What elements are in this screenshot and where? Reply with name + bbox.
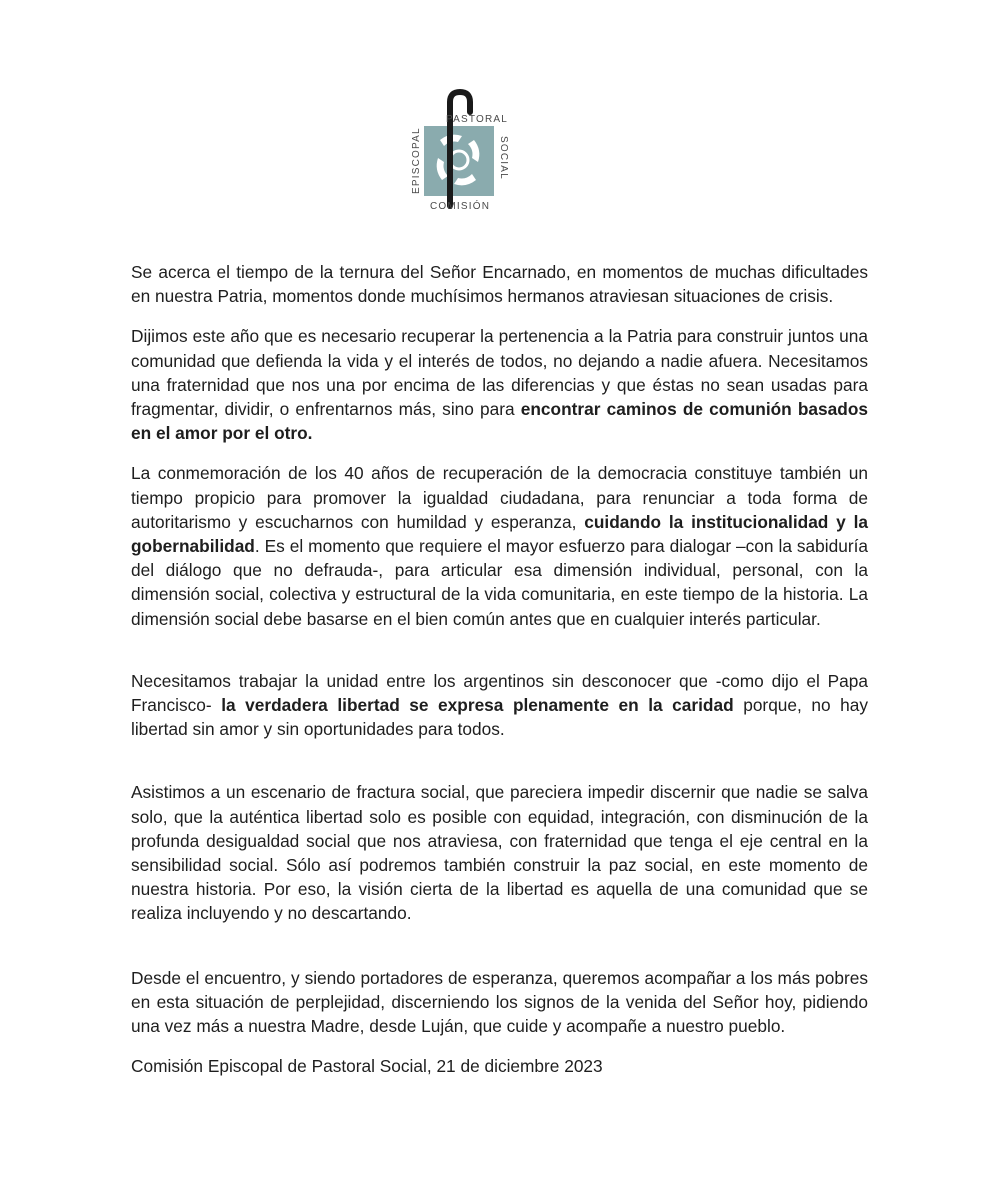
paragraph-3 [131, 461, 868, 630]
pastoral-social-logo [400, 88, 514, 212]
paragraph-4-text-a: Necesitamos trabajar la unidad entre los argentinos sin desconocer que -como dijo el Papa Francisco- [131, 670, 868, 716]
paragraph-6: Desde el encuentro, y siendo portadores de esperanza, queremos acompañar a los más pobres en esta situación de perplejidad, discerniendo los signos de la venida del Señor hoy, pidiendo una vez más a nuestra Madre, desde Luján, que cuide y acompañe a nuestro pueblo. [131, 967, 868, 1037]
logo-text-left: EPISCOPAL [411, 127, 422, 194]
paragraph-1: Se acerca el tiempo de la ternura del Señor Encarnado, en momentos de muchas dificultades en nuestra Patria, momentos donde muchísimos hermanos atraviesan situaciones de crisis. [131, 262, 868, 307]
paragraph-5: Asistimos a un escenario de fractura social, que pareciera impedir discernir que nadie se salva solo, que la auténtica libertad solo es posible con equidad, integración, con disminución de la profunda desigualdad social que nos atraviesa, con fraternidad que tenga el eje central en la sensibilidad social. Sólo así podremos también construir la paz social, en este momento de nuestra historia. Por eso, la visión cierta de la libertad es aquella de una comunidad que se realiza incluyendo y no descartando. [131, 782, 868, 924]
paragraph-4 [131, 669, 868, 742]
paragraph-3-text-a: La conmemoración de los 40 años de recuperación de la democracia constituye también un tiempo propicio para promover la igualdad ciudadana, para renunciar a toda forma de autoritarismo y escucharnos con humildad y esperanza, [131, 463, 868, 532]
paragraph-3-text-b: . Es el momento que requiere el mayor esfuerzo para dialogar –con la sabiduría del diálogo que no defrauda-, para articular esa dimensión individual, personal, con la dimensión social, colectiva y estructural de la vida comunitaria, en este tiempo de la historia. La dimensión social debe basarse en el bien común antes que en cualquier interés particular. [131, 536, 868, 629]
paragraph-2-bold: encontrar caminos de comunión basados en el amor por el otro. [131, 399, 868, 444]
letter-body [131, 260, 868, 1078]
logo-text-top: PASTORAL [446, 114, 509, 125]
paragraph-3-bold: cuidando la institucionalidad y la gobernabilidad [131, 511, 868, 557]
signature: Comisión Episcopal de Pastoral Social, 21 de diciembre 2023 [131, 1056, 603, 1077]
logo-text-right: SOCIAL [498, 136, 509, 180]
paragraph-2 [131, 324, 868, 445]
logo-text-bottom: COMISIÓN [430, 201, 491, 212]
logo-graphic [400, 88, 514, 212]
paragraph-4-text-b: porque, no hay libertad sin amor y sin oportunidades para todos. [131, 695, 868, 740]
paragraph-2-text: Dijimos este año que es necesario recuperar la pertenencia a la Patria para construir juntos una comunidad que defienda la vida y el interés de todos, no dejando a nadie afuera. Necesitamos una fraternidad que nos una por encima de las diferencias y que éstas no sean usadas para fragmentar, dividir, o enfrentarnos más, sino para [131, 326, 868, 420]
paragraph-4-bold: la verdadera libertad se expresa plenamente en la caridad [221, 695, 734, 716]
